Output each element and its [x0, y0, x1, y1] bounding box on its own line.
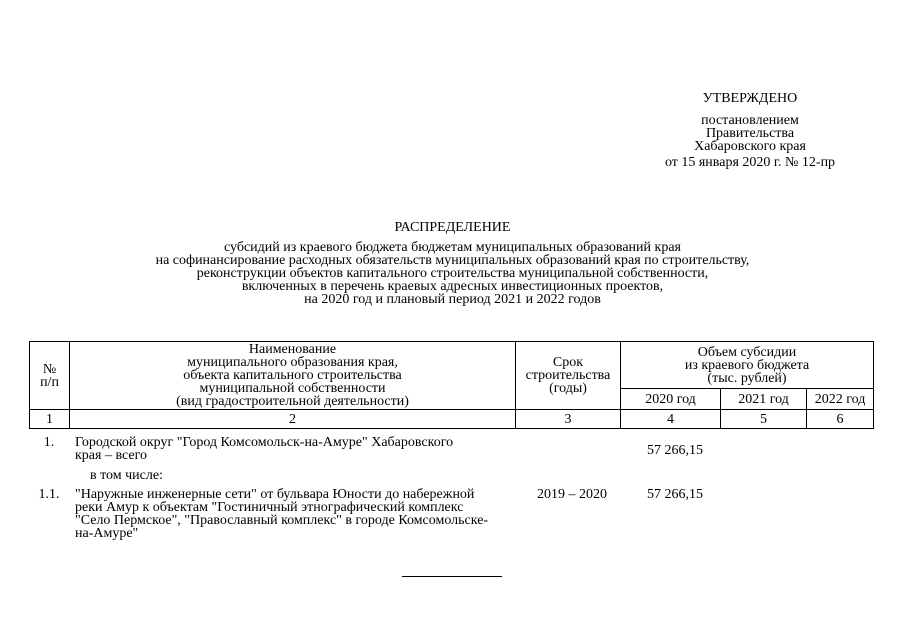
row-num: 1.1.: [38, 487, 60, 502]
subtitle-line: на 2020 год и плановый период 2021 и 2022 годов: [304, 292, 601, 307]
row-name: [75, 436, 520, 462]
header-name: [70, 342, 516, 410]
row-value-2020: 57 266,15: [647, 443, 703, 458]
row-name-line: на-Амуре": [75, 526, 139, 541]
approval-line: Правительства: [705, 126, 795, 141]
index-cell: 1: [30, 410, 70, 429]
row-name-line: Городской округ "Город Комсомольск-на-Амуре" Хабаровского: [75, 435, 454, 450]
document-subtitle: [0, 241, 905, 306]
header-2020: 2020 год: [621, 389, 721, 410]
header-period: [516, 342, 621, 410]
index-cell: 4: [621, 410, 721, 429]
header-volume-line: из краевого бюджета: [684, 357, 810, 373]
row-value-2020: 57 266,15: [647, 487, 703, 502]
header-name-line: муниципальной собственности: [199, 381, 386, 396]
header-volume-line: Объем субсидии: [697, 344, 797, 360]
header-num-line: №: [42, 361, 57, 377]
divider-line: [402, 576, 502, 577]
subtitle-line: включенных в перечень краевых адресных инвестиционных проектов,: [241, 279, 664, 294]
index-cell: 6: [807, 410, 874, 429]
row-name-line: "Село Пермское", "Православный комплекс" в городе Комсомольске-: [75, 513, 489, 528]
header-num-line: п/п: [40, 374, 59, 390]
row-subheading: в том числе:: [90, 468, 163, 483]
index-row: [30, 410, 874, 429]
approval-date: от 15 января 2020 г. № 12-пр: [664, 155, 836, 170]
subtitle-line: субсидий из краевого бюджета бюджетам муниципальных образований края: [224, 240, 681, 255]
header-period-line: Срок: [552, 355, 584, 370]
distribution-table: [29, 341, 874, 429]
header-name-line: муниципального образования края,: [187, 355, 398, 370]
index-cell: 5: [721, 410, 807, 429]
header-2022: 2022 год: [807, 389, 874, 410]
header-name-line: (вид градостроительной деятельности): [176, 394, 409, 409]
header-volume-line: (тыс. рублей): [707, 370, 787, 386]
row-name-line: края – всего: [75, 448, 147, 463]
header-period-line: (годы): [549, 381, 587, 396]
approval-line: Хабаровского края: [694, 139, 806, 154]
header-name-line: объекта капитального строительства: [183, 368, 402, 383]
header-period-line: строительства: [525, 368, 611, 383]
document-title: РАСПРЕДЕЛЕНИЕ: [394, 220, 511, 235]
row-name: [75, 488, 520, 540]
row-num: 1.: [43, 435, 55, 450]
approval-line: постановлением: [701, 113, 799, 128]
approval-title: УТВЕРЖДЕНО: [702, 91, 798, 106]
header-2021: 2021 год: [721, 389, 807, 410]
subtitle-line: реконструкции объектов капитального строительства муниципальной собственности,: [196, 266, 709, 281]
header-volume: [621, 342, 874, 389]
index-cell: 2: [70, 410, 516, 429]
row-name-line: реки Амур к объектам "Гостиничный этнографический комплекс: [75, 500, 464, 515]
row-period: 2019 – 2020: [537, 487, 607, 502]
row-name-line: "Наружные инженерные сети" от бульвара Юности до набережной: [75, 487, 475, 502]
header-name-line: Наименование: [248, 342, 337, 357]
header-num: [30, 342, 70, 410]
index-cell: 3: [516, 410, 621, 429]
subtitle-line: на софинансирование расходных обязательств муниципальных образований края по строительству,: [155, 253, 750, 268]
approval-lines: [640, 114, 860, 153]
